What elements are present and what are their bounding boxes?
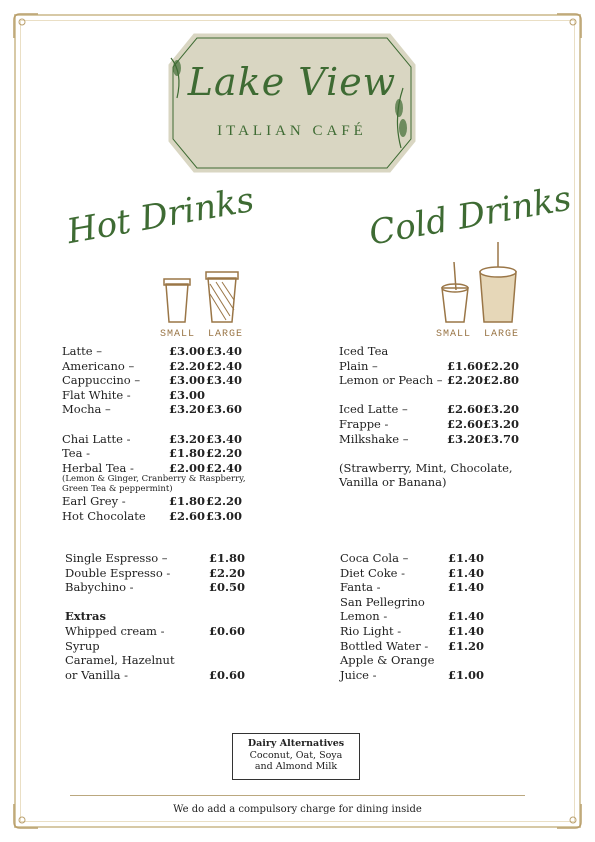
- cold-drinks-menu: [339, 344, 539, 490]
- soft-drinks-menu: [340, 551, 540, 682]
- menu-item: Iced Latte – £2.60 £3.20: [339, 402, 520, 417]
- corner-ornament-icon: [12, 12, 40, 40]
- dairy-line: Coconut, Oat, Soya: [249, 749, 343, 761]
- size-large-label: LARGE: [208, 329, 244, 340]
- menu-item: Americano – £2.20 £2.40: [62, 358, 243, 373]
- cafe-name: Lake View: [187, 60, 397, 104]
- menu-item: Single Espresso – £1.80: [65, 551, 246, 565]
- menu-item: Chai Latte - £3.20 £3.40: [62, 431, 243, 446]
- hot-cups-icon: [162, 270, 242, 326]
- menu-item: Cappuccino – £3.00 £3.40: [62, 373, 243, 388]
- menu-item: Mocha – £3.20 £3.60: [62, 402, 243, 417]
- menu-item: Babychino - £0.50: [65, 580, 246, 595]
- size-large-label: LARGE: [484, 329, 520, 340]
- menu-item: Hot Chocolate £2.60 £3.00: [62, 508, 243, 523]
- dairy-title: Dairy Alternatives: [247, 738, 345, 749]
- menu-item: Diet Coke - £1.40: [340, 565, 485, 580]
- menu-item: Coca Cola – £1.40: [340, 551, 485, 565]
- menu-item: or Vanilla - £0.60: [65, 667, 246, 682]
- dairy-alternatives-box: [232, 733, 360, 780]
- menu-item: Caramel, Hazelnut: [65, 653, 175, 668]
- menu-item: Earl Grey - £1.80 £2.20: [62, 494, 243, 509]
- menu-item: Tea - £1.80 £2.20: [62, 446, 243, 461]
- cold-cups-icon: [436, 242, 526, 326]
- menu-item: Lemon or Peach – £2.20 £2.80: [339, 373, 520, 388]
- menu-item: Bottled Water - £1.20: [340, 638, 485, 653]
- menu-heading: Iced Tea: [339, 344, 389, 358]
- menu-item: Flat White - £3.00: [62, 387, 206, 402]
- menu-item: Rio Light - £1.40: [340, 623, 485, 638]
- cold-size-labels: [436, 329, 519, 340]
- menu-item: Juice - £1.00: [340, 667, 485, 682]
- size-small-label: SMALL: [160, 329, 196, 340]
- menu-item: Milkshake – £3.20 £3.70: [339, 431, 520, 446]
- menu-item: Lemon - £1.40: [340, 609, 485, 624]
- menu-item: Latte – £3.00 £3.40: [62, 344, 243, 358]
- menu-item: Plain – £1.60 £2.20: [339, 358, 520, 373]
- cold-drinks-title: Cold Drinks: [366, 178, 575, 254]
- milkshake-flavours: (Strawberry, Mint, Chocolate, Vanilla or Banana): [339, 460, 513, 490]
- footer-note: We do add a compulsory charge for dining inside: [173, 804, 422, 815]
- size-small-label: SMALL: [436, 329, 472, 340]
- corner-ornament-icon: [555, 12, 583, 40]
- menu-item: Frappe - £2.60 £3.20: [339, 416, 520, 431]
- menu-item: Whipped cream - £0.60: [65, 623, 246, 638]
- hot-size-labels: [160, 329, 243, 340]
- menu-item: Syrup: [65, 638, 100, 653]
- menu-item: San Pellegrino: [340, 594, 425, 609]
- cafe-subtitle: ITALIAN CAFÉ: [217, 123, 367, 139]
- dairy-line: and Almond Milk: [254, 761, 338, 772]
- footer-divider: [70, 795, 525, 796]
- menu-item: Fanta - £1.40: [340, 580, 485, 595]
- menu-item: Apple & Orange: [340, 653, 435, 668]
- hot-drinks-title: Hot Drinks: [63, 179, 257, 253]
- menu-item: Herbal Tea - £2.00 £2.40: [62, 460, 243, 475]
- herbal-tea-note: (Lemon & Ginger, Cranberry & Raspberry, Green Tea & peppermint): [62, 474, 246, 494]
- hot-drinks-menu: [62, 344, 262, 524]
- extras-heading: Extras: [65, 609, 106, 624]
- espresso-menu: [65, 551, 265, 682]
- menu-item: Double Espresso - £2.20: [65, 565, 246, 580]
- logo-badge: [163, 28, 421, 178]
